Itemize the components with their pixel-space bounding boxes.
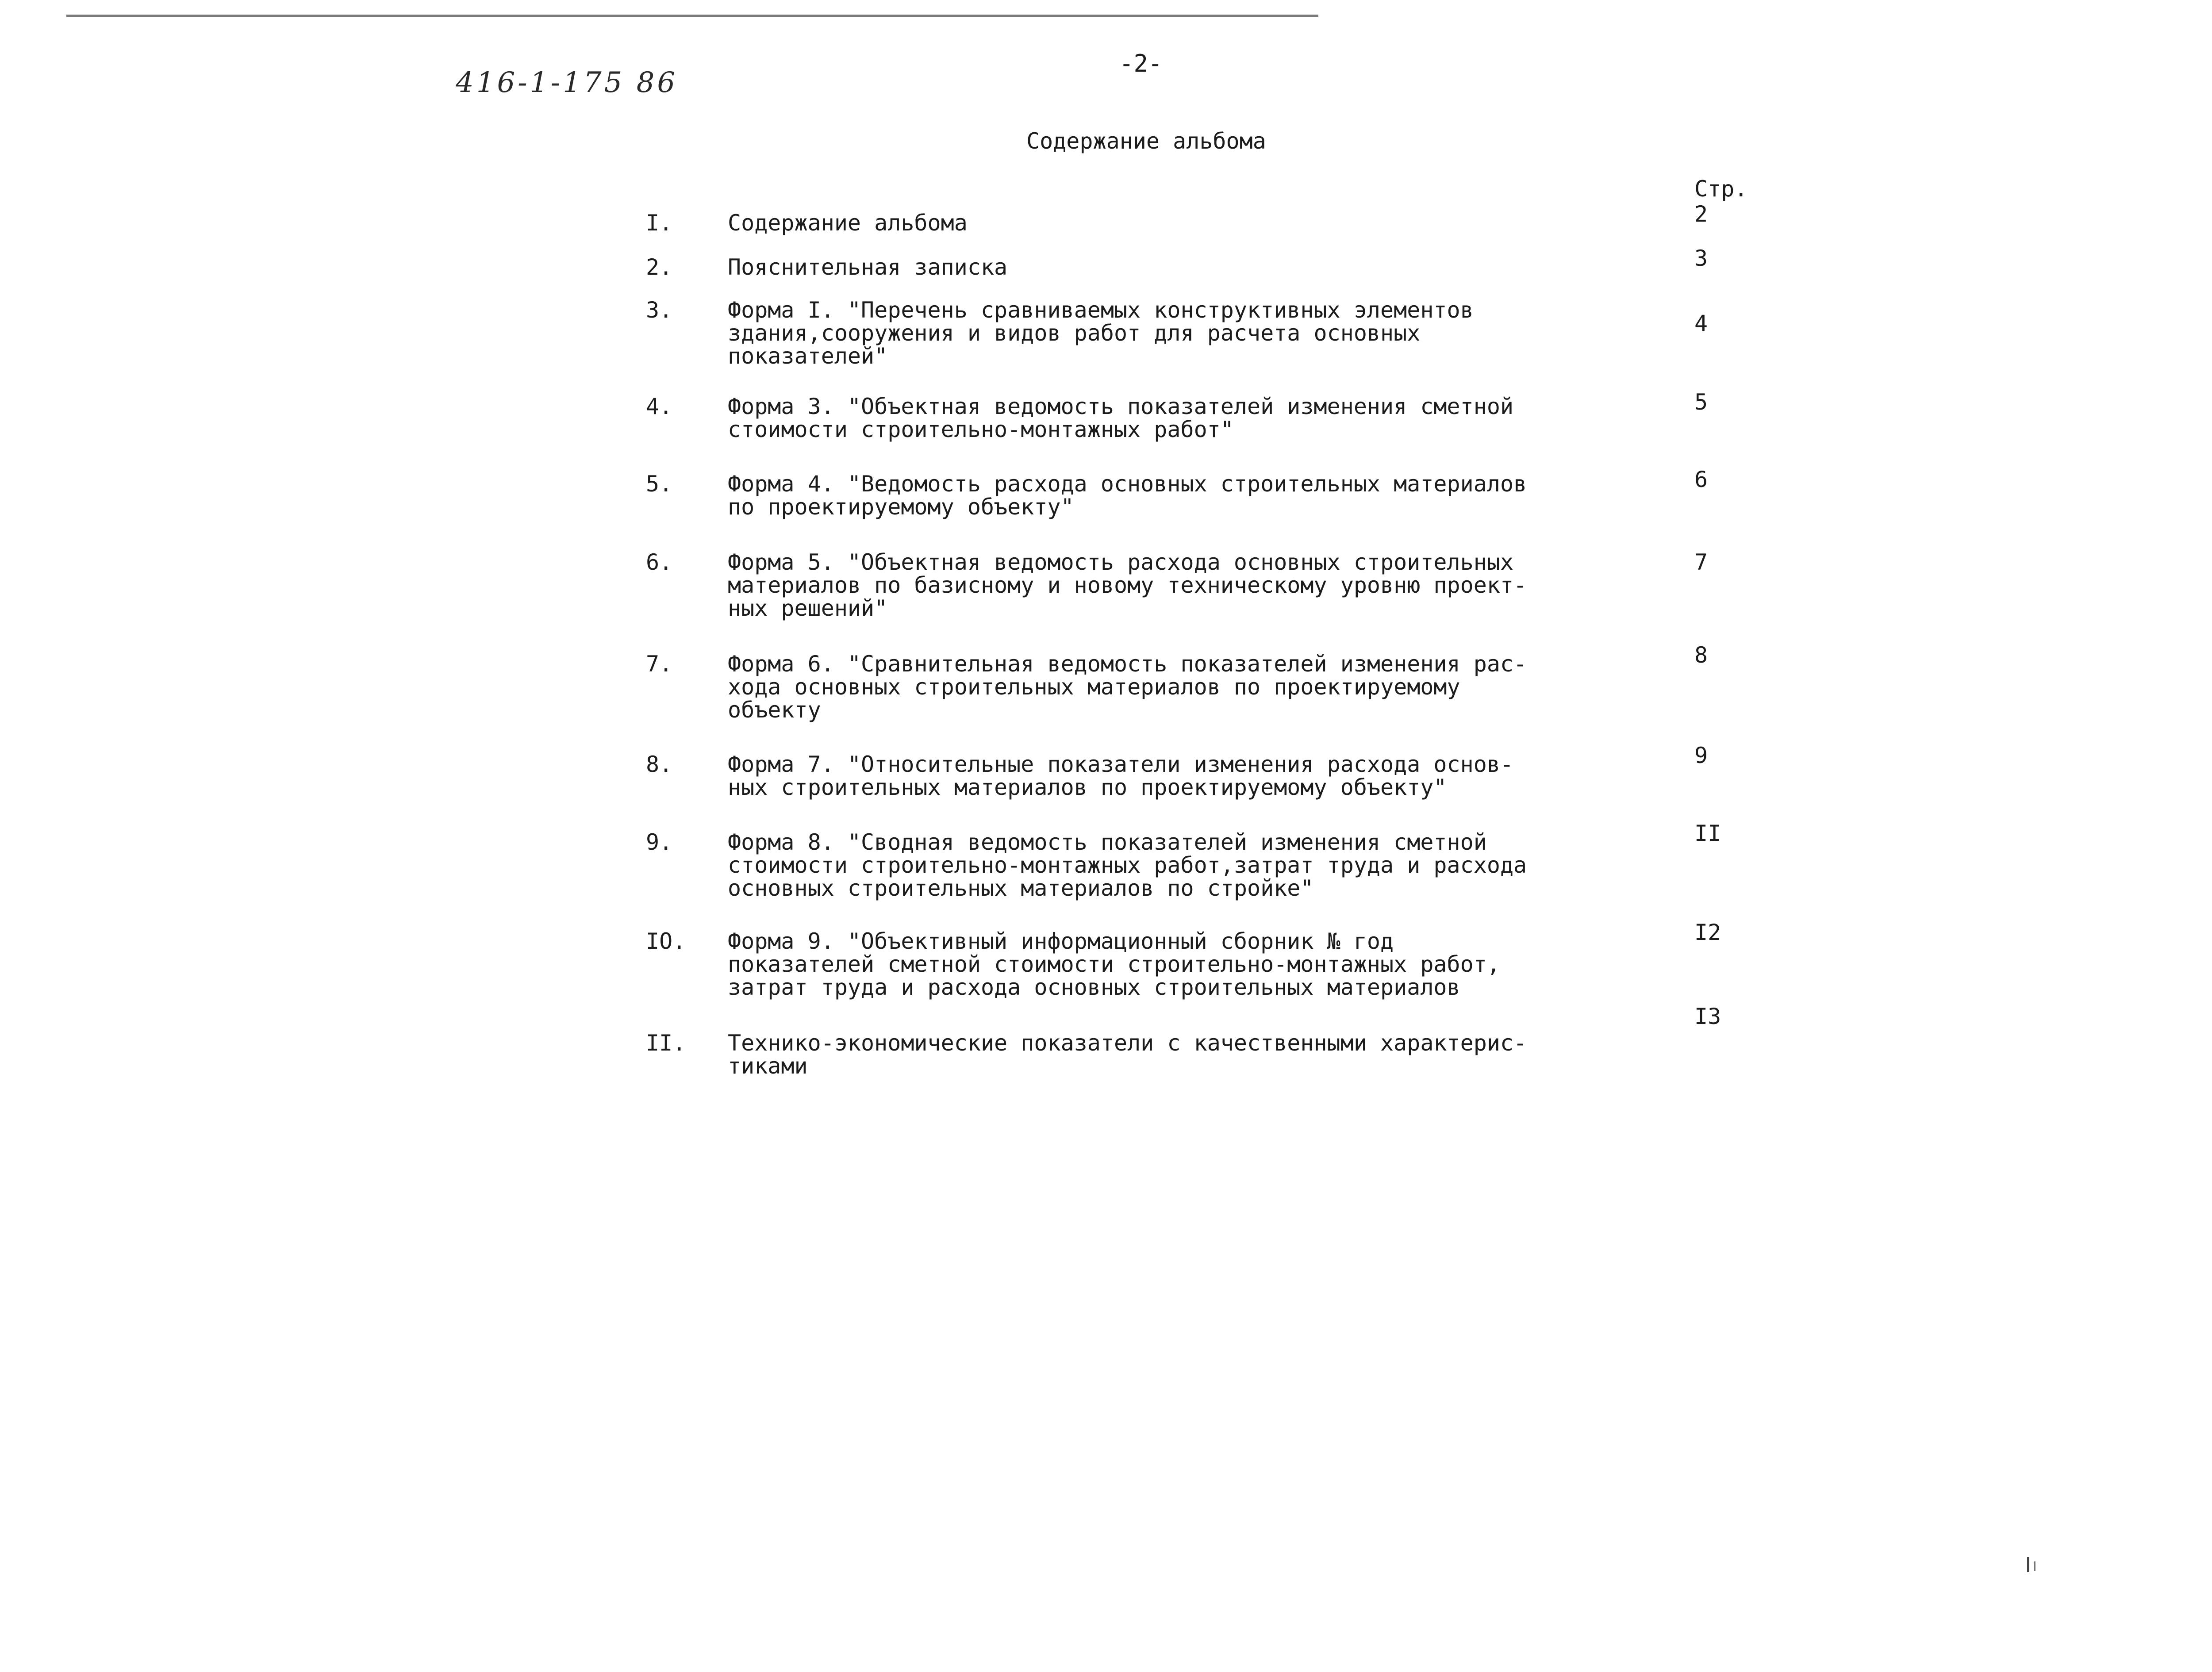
toc-item-number: II. <box>646 1030 686 1056</box>
toc-item-text: Форма 8. "Сводная ведомость показателей изменения сметной стоимости строительно-монтажных работ,затрат труда и расхода основных строительных материалов по стройке" <box>728 829 1527 901</box>
toc-item-number: 4. <box>646 394 673 419</box>
toc-item-page: I3 <box>1694 1004 1721 1029</box>
page-title: Содержание альбома <box>1026 128 1266 154</box>
toc-item-page: 9 <box>1694 743 1708 768</box>
toc-item-page: 5 <box>1694 389 1708 415</box>
toc-item-text: Форма I. "Перечень сравниваемых конструктивных элементов здания,сооружения и видов работ для расчета основных показателей" <box>728 297 1474 369</box>
toc-item-page: 2 <box>1694 201 1708 227</box>
toc-item-page: 4 <box>1694 311 1708 336</box>
toc-item-text: Форма 9. "Объективный информационный сборник № год показателей сметной стоимости строительно-монтажных работ, затрат труда и расхода основных строительных материалов <box>728 928 1500 1000</box>
toc-item-page: I2 <box>1694 920 1721 945</box>
toc-item-text: Пояснительная записка <box>728 254 1008 280</box>
toc-item-text: Форма 7. "Относительные показатели изменения расхода основ- ных строительных материалов по проектируемому объекту" <box>728 752 1514 800</box>
toc-item-page: II <box>1694 821 1721 846</box>
toc-item-number: 7. <box>646 651 673 677</box>
toc-item-text: Форма 3. "Объектная ведомость показателей изменения сметной стоимости строительно-монтажных работ" <box>728 394 1514 442</box>
toc-item-page: 3 <box>1694 245 1708 271</box>
toc-item-number: I. <box>646 210 673 236</box>
toc-item-text: Форма 5. "Объектная ведомость расхода основных строительных материалов по базисному и новому техническому уровню проект- ных решений" <box>728 549 1527 621</box>
toc-item-number: 8. <box>646 752 673 777</box>
toc-item-number: 3. <box>646 297 673 323</box>
toc-item-number: 5. <box>646 471 673 497</box>
toc-item-page: 8 <box>1694 642 1708 668</box>
toc-item-text: Технико-экономические показатели с качественными характерис- тиками <box>728 1030 1527 1079</box>
page-column-header: Стр. <box>1694 176 1748 202</box>
toc-item-number: IO. <box>646 928 686 954</box>
toc-item-number: 2. <box>646 254 673 280</box>
toc-item-text: Форма 4. "Ведомость расхода основных строительных материалов по проектируемому объекту" <box>728 471 1527 520</box>
page-number: -2- <box>1119 50 1163 77</box>
scan-artifact <box>2027 1557 2029 1572</box>
document-code: 416-1-175 86 <box>456 66 678 99</box>
toc-item-text: Форма 6. "Сравнительная ведомость показателей изменения рас- хода основных строительных материалов по проектируемому объекту <box>728 651 1527 723</box>
toc-item-number: 6. <box>646 549 673 575</box>
toc-item-page: 7 <box>1694 549 1708 575</box>
scan-artifact <box>2034 1561 2035 1571</box>
toc-item-page: 6 <box>1694 467 1708 492</box>
toc-item-text: Содержание альбома <box>728 210 968 236</box>
toc-item-number: 9. <box>646 829 673 855</box>
